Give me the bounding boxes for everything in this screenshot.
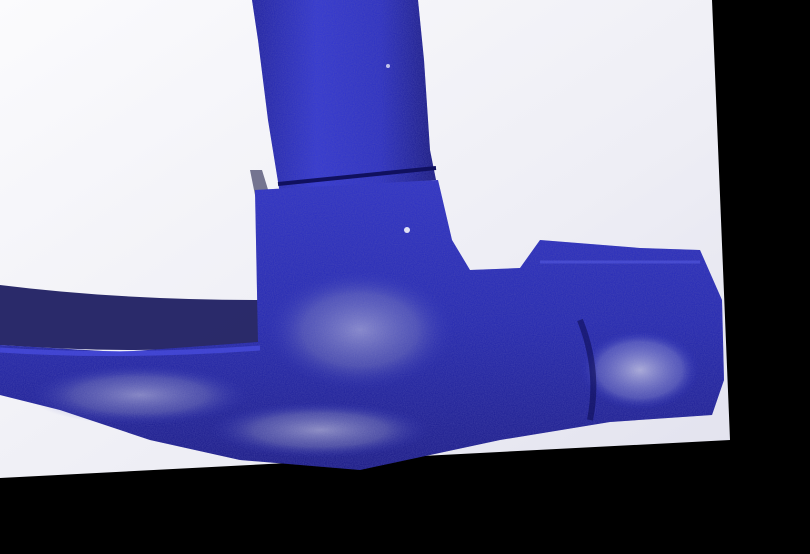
wear-patch-center xyxy=(265,270,455,390)
handle-texture xyxy=(252,0,436,194)
striking-face-wear xyxy=(580,330,700,410)
wear-patch-claw xyxy=(30,365,250,425)
wear-patch-bottom xyxy=(210,402,430,458)
highlight-speck-handle xyxy=(386,64,390,68)
highlight-speck xyxy=(404,227,410,233)
